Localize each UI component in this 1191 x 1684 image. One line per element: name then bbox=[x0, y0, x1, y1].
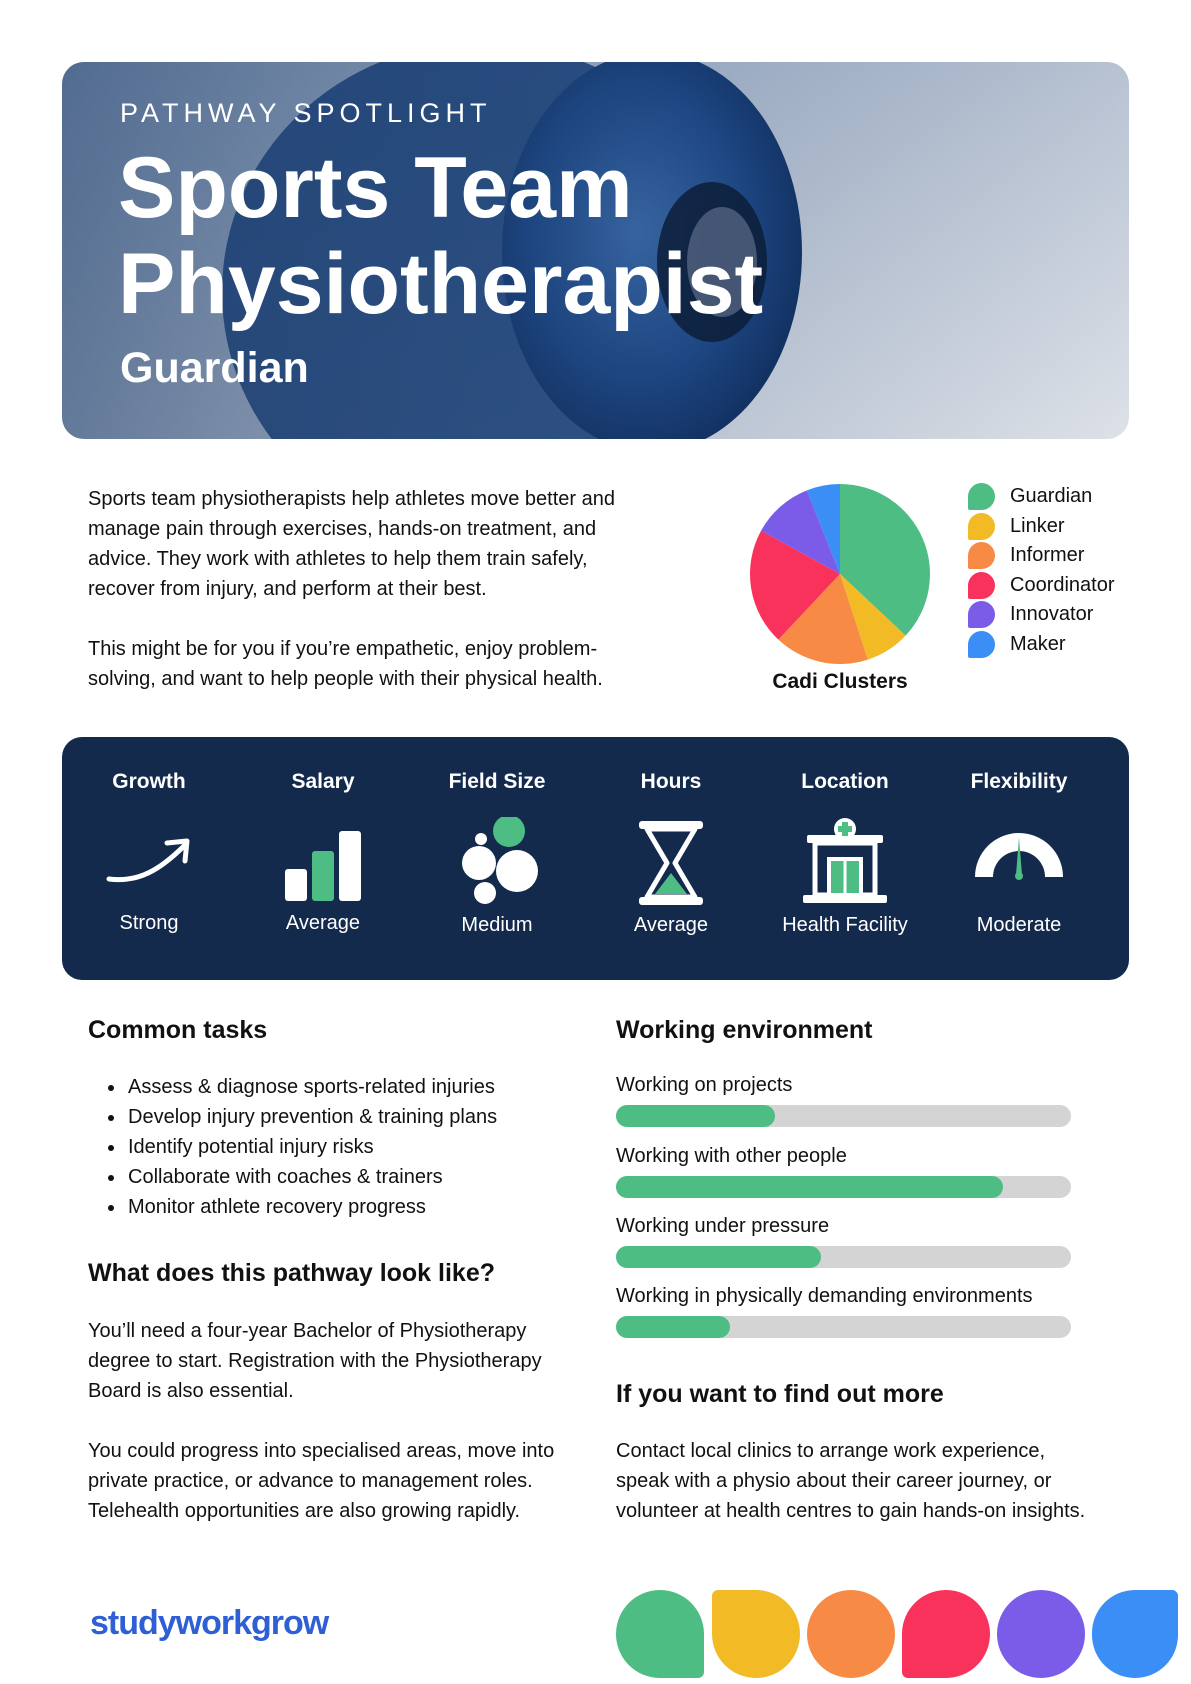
stat-label: Growth bbox=[112, 770, 186, 793]
environment-item bbox=[616, 1074, 1071, 1127]
stat-label: Hours bbox=[640, 770, 702, 793]
environment-label: Working in physically demanding environments bbox=[616, 1285, 1033, 1307]
environment-bar-track bbox=[616, 1105, 1071, 1127]
environment-label: Working with other people bbox=[616, 1145, 847, 1167]
environment-heading: Working environment bbox=[616, 1016, 873, 1044]
linker-cluster-shape bbox=[712, 1590, 800, 1678]
intro-paragraph-1: Sports team physiotherapists help athletes move better and manage pain through exercises, hands-on treatment, and advice. They work with athletes to help them train safely, recover from injury, and perform at their best. bbox=[88, 488, 615, 600]
hourglass-icon bbox=[621, 817, 721, 909]
legend-label: Coordinator bbox=[1010, 573, 1115, 596]
stat-hours bbox=[584, 737, 758, 980]
pathway-paragraph-2: You could progress into specialised areas, move into private practice, or advance to management roles. Telehealth opportunities are also growing rapidly. bbox=[88, 1440, 555, 1522]
stat-value: Health Facility bbox=[782, 914, 908, 936]
environment-bar-fill bbox=[616, 1176, 1003, 1198]
brand-logo[interactable]: studyworkgrow bbox=[90, 1604, 329, 1642]
growth-arrow-icon bbox=[99, 817, 199, 909]
environment-item bbox=[616, 1215, 1071, 1268]
legend-label: Maker bbox=[1010, 632, 1066, 655]
informer-cluster-shape bbox=[807, 1590, 895, 1678]
task-item: • Collaborate with coaches & trainers bbox=[126, 1162, 596, 1192]
legend-swatch-innovator bbox=[968, 601, 995, 628]
legend-item-guardian bbox=[968, 482, 1115, 512]
stat-label: Salary bbox=[291, 770, 355, 793]
stat-value: Moderate bbox=[976, 914, 1062, 936]
bubbles-icon bbox=[447, 817, 547, 909]
cadi-clusters-pie-chart bbox=[748, 482, 932, 666]
task-item: • Develop injury prevention & training plans bbox=[126, 1102, 596, 1132]
stat-value: Medium bbox=[461, 914, 533, 936]
legend-item-linker bbox=[968, 512, 1115, 542]
coordinator-cluster-shape bbox=[902, 1590, 990, 1678]
stat-flexibility bbox=[932, 737, 1106, 980]
stat-value: Average bbox=[633, 914, 709, 936]
maker-cluster-shape bbox=[1092, 1590, 1178, 1678]
legend-item-innovator bbox=[968, 600, 1115, 630]
task-item: • Identify potential injury risks bbox=[126, 1132, 596, 1162]
stat-value: Average bbox=[285, 912, 361, 934]
task-item: • Assess & diagnose sports-related injuries bbox=[126, 1072, 596, 1102]
stat-label: Field Size bbox=[448, 770, 546, 793]
legend-swatch-maker bbox=[968, 631, 995, 658]
environment-bar-track bbox=[616, 1246, 1071, 1268]
stat-label: Location bbox=[801, 770, 889, 793]
page-title: Sports Team Physiotherapist bbox=[118, 140, 764, 332]
legend-label: Innovator bbox=[1010, 603, 1094, 626]
hero-banner bbox=[62, 62, 1129, 439]
environment-bar-fill bbox=[616, 1246, 821, 1268]
legend-item-maker bbox=[968, 630, 1115, 660]
more-heading: If you want to find out more bbox=[616, 1380, 944, 1408]
pie-legend bbox=[968, 482, 1115, 659]
pathway-paragraph-1: You’ll need a four-year Bachelor of Physiotherapy degree to start. Registration with the Physiotherapy Board is also essential. bbox=[88, 1320, 542, 1402]
stat-label: Flexibility bbox=[970, 770, 1068, 793]
environment-bar-track bbox=[616, 1176, 1071, 1198]
page-subtitle: Guardian bbox=[120, 344, 309, 392]
intro-paragraph-2: This might be for you if you’re empathetic, enjoy problem-solving, and want to help people with their physical health. bbox=[88, 638, 603, 690]
legend-swatch-coordinator bbox=[968, 572, 995, 599]
environment-label: Working under pressure bbox=[616, 1215, 830, 1237]
pathway-heading: What does this pathway look like? bbox=[88, 1259, 496, 1287]
environment-bar-fill bbox=[616, 1316, 730, 1338]
environment-item bbox=[616, 1285, 1071, 1338]
guardian-cluster-shape bbox=[616, 1590, 704, 1678]
hero-eyebrow: PATHWAY SPOTLIGHT bbox=[120, 98, 492, 128]
task-item: • Monitor athlete recovery progress bbox=[126, 1192, 596, 1222]
legend-label: Informer bbox=[1010, 544, 1085, 567]
legend-item-informer bbox=[968, 541, 1115, 571]
stat-value: Strong bbox=[119, 912, 179, 934]
legend-swatch-linker bbox=[968, 513, 995, 540]
legend-swatch-guardian bbox=[968, 483, 995, 510]
more-paragraph: Contact local clinics to arrange work experience, speak with a physio about their career journey, or volunteer at health centres to gain hands-on insights. bbox=[616, 1440, 1086, 1522]
gauge-icon bbox=[969, 817, 1069, 909]
environment-label: Working on projects bbox=[616, 1074, 793, 1096]
stats-band bbox=[62, 737, 1129, 980]
stat-growth bbox=[62, 737, 236, 980]
environment-bar-track bbox=[616, 1316, 1071, 1338]
environment-bar-fill bbox=[616, 1105, 775, 1127]
legend-item-coordinator bbox=[968, 571, 1115, 601]
stat-location bbox=[758, 737, 932, 980]
hospital-icon bbox=[795, 817, 895, 909]
innovator-cluster-shape bbox=[997, 1590, 1085, 1678]
stat-field-size bbox=[410, 737, 584, 980]
bar-chart-icon bbox=[273, 817, 373, 909]
environment-item bbox=[616, 1145, 1071, 1198]
tasks-list bbox=[90, 1072, 596, 1222]
pie-chart-title: Cadi Clusters bbox=[772, 670, 908, 693]
tasks-heading: Common tasks bbox=[88, 1016, 268, 1044]
legend-label: Guardian bbox=[1010, 485, 1093, 508]
stat-salary bbox=[236, 737, 410, 980]
legend-label: Linker bbox=[1010, 514, 1065, 537]
legend-swatch-informer bbox=[968, 542, 995, 569]
